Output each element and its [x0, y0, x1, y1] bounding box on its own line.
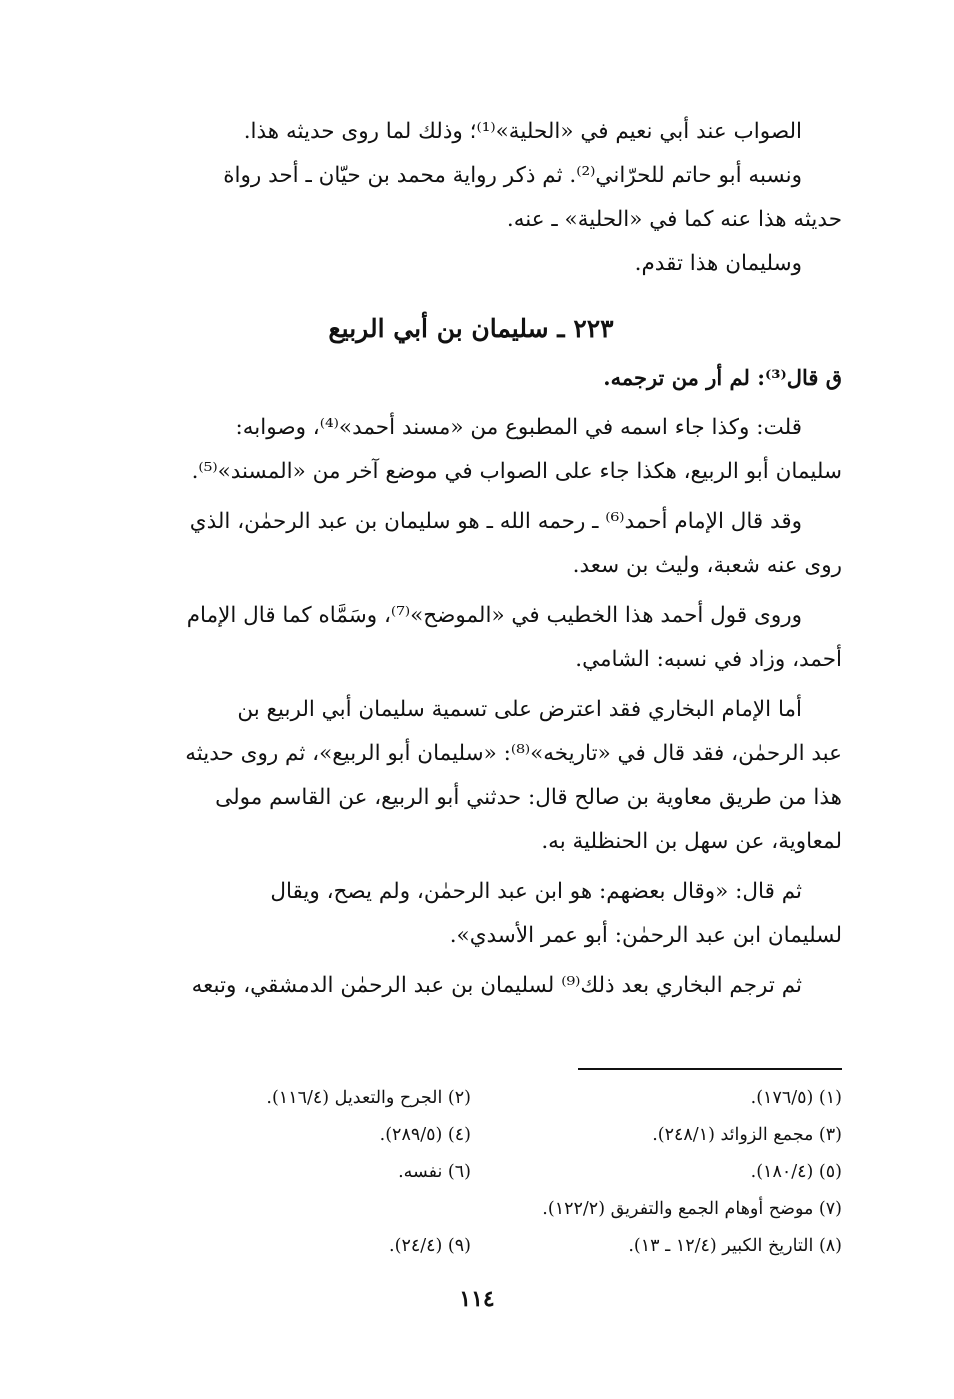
footnote: (٢) الجرح والتعديل (١١٦/٤).: [266, 1088, 471, 1108]
paragraph: [100, 964, 842, 1008]
text-line: أما الإمام البخاري فقد اعترض على تسمية سليمان أبي الربيع بن: [237, 697, 802, 722]
text-line: هذا من طريق معاوية بن صالح قال: حدثني أبو الربيع، عن القاسم مولى: [215, 785, 842, 810]
text-line: الصواب عند أبي نعيم في «الحلية»⁽¹⁾؛ وذلك لما روى حديثه هذا.: [243, 119, 802, 144]
section-heading: ٢٢٣ ـ سليمان بن أبي الربيع: [328, 314, 614, 343]
footnote: (٥) (١٨٠/٤).: [750, 1162, 842, 1182]
page-number: ١١٤: [459, 1286, 495, 1312]
footnote: (٣) مجمع الزوائد (٢٤٨/١).: [652, 1125, 842, 1145]
paragraph: [100, 870, 842, 958]
text-line: ثم ترجم البخاري بعد ذلك⁽⁹⁾ لسليمان بن عبد الرحمٰن الدمشقي، وتبعه: [191, 973, 802, 998]
paragraph: [100, 594, 842, 682]
footnote: (٩) (٢٤/٤).: [389, 1236, 471, 1256]
footnote-row: [100, 1228, 842, 1265]
text-line: سليمان أبو الربيع، هكذا جاء على الصواب في موضع آخر من «المسند»⁽⁵⁾.: [191, 459, 842, 484]
qaal-line: [100, 356, 842, 400]
footnotes: [100, 1080, 842, 1265]
text-line: عبد الرحمٰن، فقد قال في «تاريخه»⁽⁸⁾: «سليمان أبو الربيع»، ثم روى حديثه: [185, 741, 842, 766]
footnote-separator: [578, 1068, 842, 1070]
footnote-row: [100, 1154, 842, 1191]
footnote: (١) (١٧٦/٥).: [750, 1088, 842, 1108]
footnote-row: [100, 1117, 842, 1154]
text-line: وقد قال الإمام أحمد⁽⁶⁾ ـ رحمه الله ـ هو سليمان بن عبد الرحمٰن، الذي: [189, 509, 802, 534]
text-line: لمعاوية، عن سهل بن الحنظلية به.: [541, 829, 842, 854]
footnote-row: [100, 1191, 842, 1228]
paragraph: [100, 688, 842, 864]
footnote: (٤) (٢٨٩/٥).: [379, 1125, 471, 1145]
text-line: وسليمان هذا تقدم.: [634, 251, 802, 276]
paragraph: [100, 110, 842, 154]
text-line: روى عنه شعبة، وليث بن سعد.: [572, 553, 842, 578]
paragraph: [100, 154, 842, 198]
footnote: (٨) التاريخ الكبير (١٢/٤ ـ ١٣).: [628, 1236, 842, 1256]
paragraph: [100, 198, 842, 242]
text-line: وروى قول أحمد هذا الخطيب في «الموضح»⁽⁷⁾، وسَمَّاه كما قال الإمام: [186, 603, 802, 628]
paragraph: [100, 242, 842, 286]
text-line: أحمد، وزاد في نسبه: الشامي.: [575, 647, 842, 672]
paragraph: [100, 406, 842, 494]
footnote-row: [100, 1080, 842, 1117]
text-line: لسليمان ابن عبد الرحمٰن: أبو عمر الأسدي».: [449, 923, 842, 948]
main-text: [100, 110, 842, 1008]
text-line: حديثه هذا عنه كما في «الحلية» ـ عنه.: [506, 207, 842, 232]
footnote: (٦) نفسه.: [398, 1162, 471, 1182]
text-line: قلت: وكذا جاء اسمه في المطبوع من «مسند أحمد»⁽⁴⁾، وصوابه:: [235, 415, 802, 440]
paragraph: [100, 500, 842, 588]
footnote: (٧) موضح أوهام الجمع والتفريق (١٢٢/٢).: [542, 1199, 842, 1219]
text-line: ونسبه أبو حاتم للحرّاني⁽²⁾. ثم ذكر رواية محمد بن حيّان ـ أحد رواة: [223, 163, 802, 188]
text-line: ثم قال: «وقال بعضهم: هو ابن عبد الرحمٰن، ولم يصح، ويقال: [270, 879, 802, 904]
text-line: ق قال⁽³⁾: لم أر من ترجمه.: [603, 365, 842, 390]
